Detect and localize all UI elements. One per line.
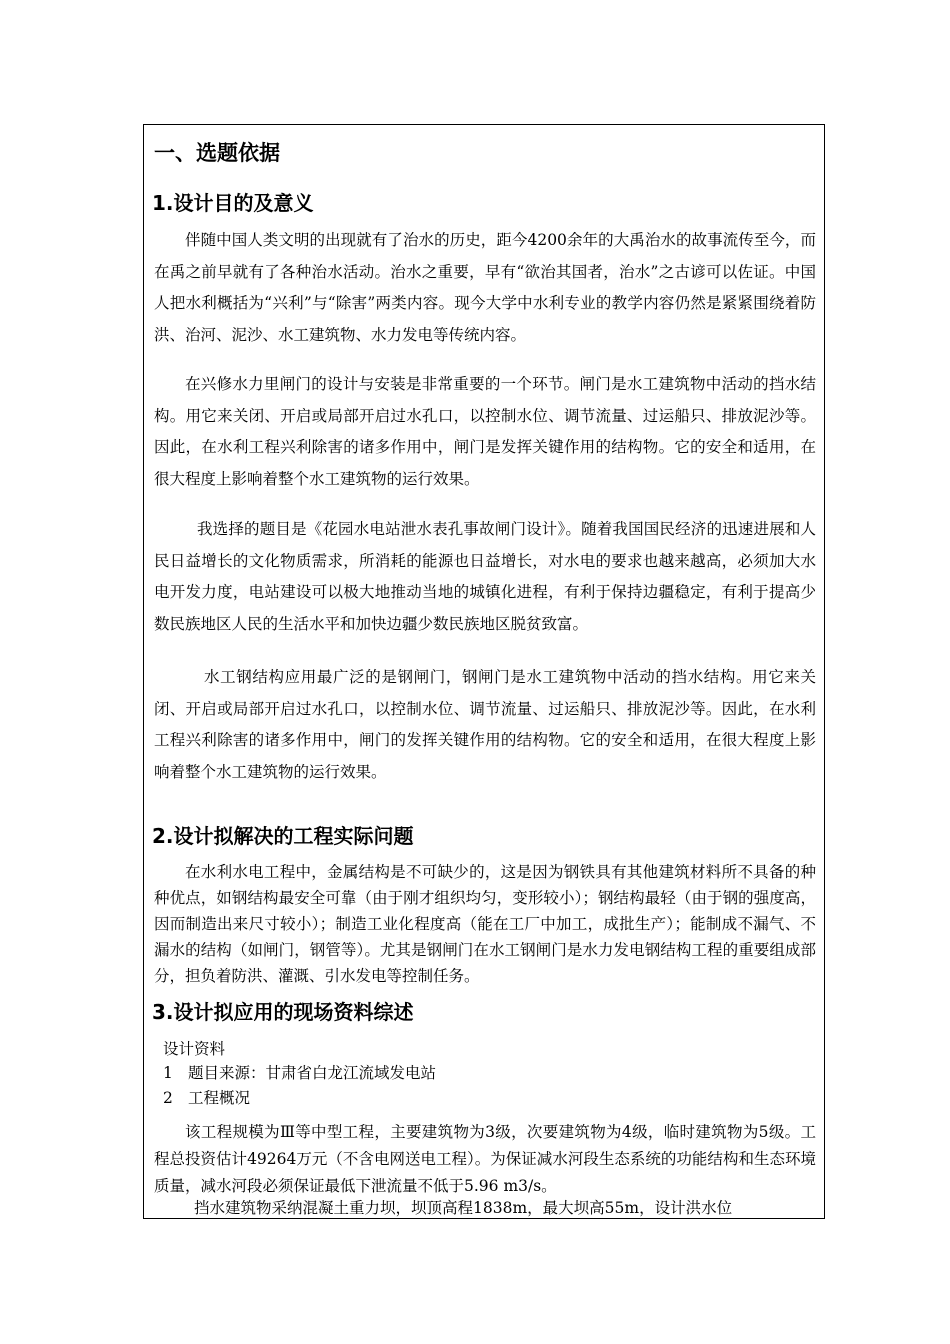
heading-site-data: 3.设计拟应用的现场资料综述 [152, 1000, 414, 1024]
list-item-text: 工程概况 [188, 1089, 251, 1107]
paragraph-purpose-4: 水工钢结构应用最广泛的是钢闸门，钢闸门是水工建筑物中活动的挡水结构。用它来关闭、开启或局部开启过水孔口，以控制水位、调节流量、过运船只、排放泥沙等。因此，在水利工程兴利除害的诸多作用中，闸门的发挥关键作用的结构物。它的安全和适用，在很大程度上影响着整个水工建筑物的运行效果。 [154, 668, 816, 781]
paragraph-purpose-3: 我选择的题目是《花园水电站泄水表孔事故闸门设计》。随着我国国民经济的迅速进展和人民日益增长的文化物质需求，所消耗的能源也日益增长，对水电的要求也越来越高，必须加大水电开发力度，电站建设可以极大地推动当地的城镇化进程，有利于保持边疆稳定，有利于提高少数民族地区人民的生活水平和加快边疆少数民族地区脱贫致富。 [154, 520, 816, 633]
document-table-cell [143, 124, 825, 1219]
section-title: 一、选题依据 [154, 141, 280, 165]
paragraph-project-overview: 该工程规模为Ⅲ等中型工程，主要建筑物为3级，次要建筑物为4级，临时建筑物为5级。工程总投资估计49264万元（不含电网送电工程）。为保证减水河段生态系统的功能结构和生态环境质量，减水河段必须保证最低下泄流量不低于5.96 m3/s。 [154, 1123, 816, 1195]
list-item-number: 1 [163, 1064, 173, 1082]
paragraph-dam-description: 挡水建筑物采纳混凝土重力坝，坝顶高程1838m，最大坝高55m，设计洪水位 [194, 1199, 733, 1217]
paragraph-purpose-2: 在兴修水力里闸门的设计与安装是非常重要的一个环节。闸门是水工建筑物中活动的挡水结构。用它来关闭、开启或局部开启过水孔口，以控制水位、调节流量、过运船只、排放泥沙等。因此，在水利工程兴利除害的诸多作用中，闸门是发挥关键作用的结构物。它的安全和适用，在很大程度上影响着整个水工建筑物的运行效果。 [154, 375, 816, 488]
heading-design-purpose: 1.设计目的及意义 [152, 191, 314, 215]
list-item-number: 2 [163, 1089, 173, 1107]
list-item-text: 题目来源：甘肃省白龙江流域发电站 [188, 1064, 437, 1082]
paragraph-purpose-1: 伴随中国人类文明的出现就有了治水的历史，距今4200余年的大禹治水的故事流传至今，而在禹之前早就有了各种治水活动。治水之重要，早有“欲治其国者，治水”之古谚可以佐证。中国人把水利概括为“兴利”与“除害”两类内容。现今大学中水利专业的教学内容仍然是紧紧围绕着防洪、治河、泥沙、水工建筑物、水力发电等传统内容。 [154, 231, 816, 344]
design-data-label: 设计资料 [163, 1040, 226, 1058]
heading-engineering-problems: 2.设计拟解决的工程实际问题 [152, 824, 414, 848]
paragraph-engineering-problems: 在水利水电工程中，金属结构是不可缺少的，这是因为钢铁具有其他建筑材料所不具备的种种优点，如钢结构最安全可靠（由于刚才组织均匀，变形较小）；钢结构最轻（由于钢的强度高，因而制造出来尺寸较小）；制造工业化程度高（能在工厂中加工，成批生产）；能制成不漏气、不漏水的结构（如闸门，钢管等）。尤其是钢闸门在水工钢闸门是水力发电钢结构工程的重要组成部分，担负着防洪、灌溉、引水发电等控制任务。 [154, 863, 816, 985]
